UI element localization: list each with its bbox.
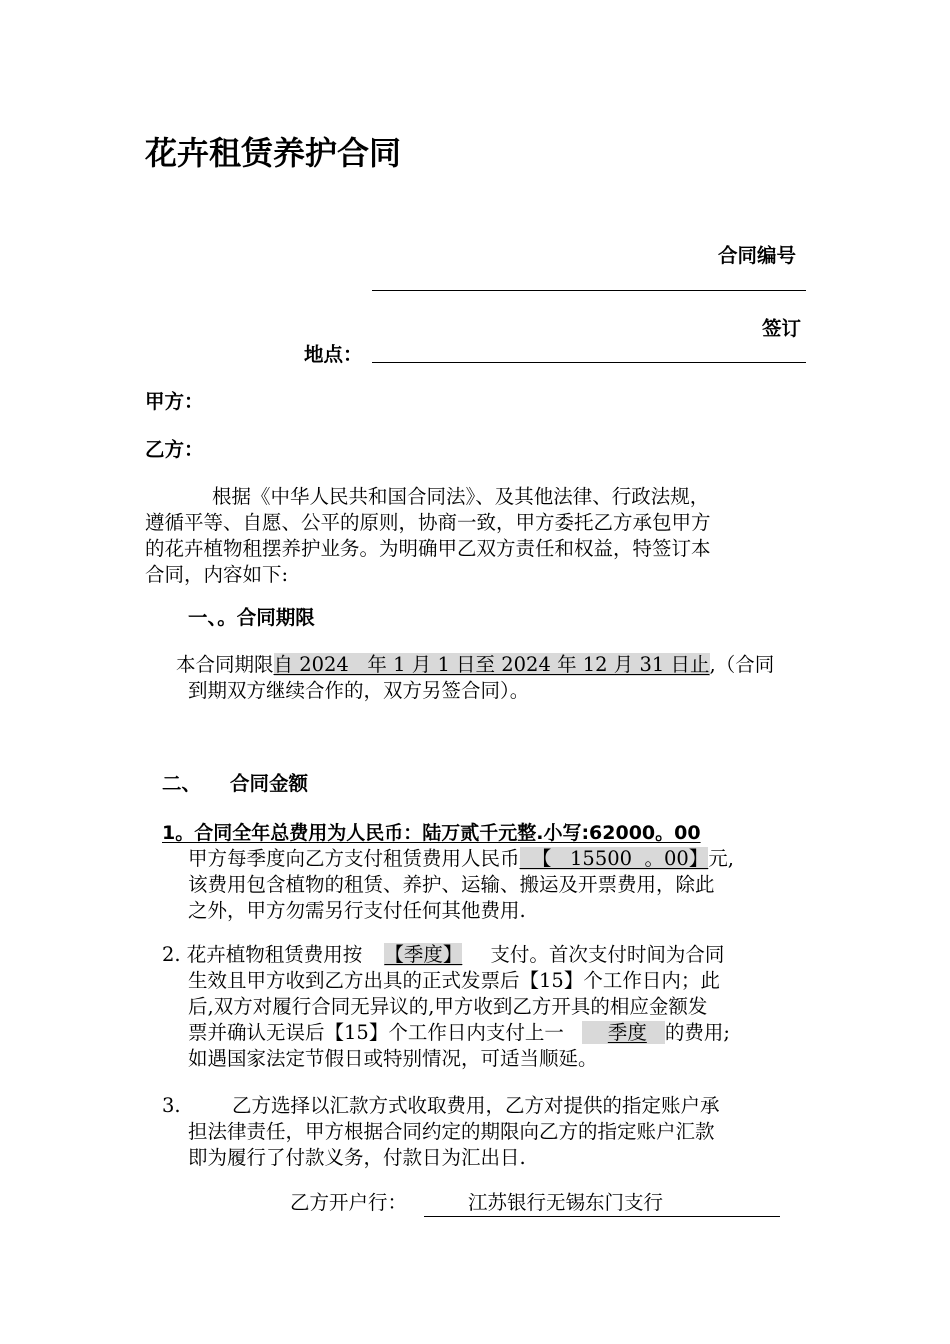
quarterly-fee-line: [188, 846, 734, 872]
item1-line-4: 之外，甲方勿需另行支付任何其他费用.: [188, 899, 526, 922]
item3-line-3: 即为履行了付款义务，付款日为汇出日.: [188, 1146, 526, 1169]
item2-line4-suffix: 的费用;: [664, 1021, 730, 1044]
quarterly-fee-amount[interactable]: 【 15500 。00】: [519, 847, 709, 870]
contract-period[interactable]: 自 2024 年 1 月 1 日至 2024 年 12 月 31 日止: [273, 653, 710, 676]
quarterly-fee-suffix: 元,: [708, 847, 734, 870]
party-b-label: 乙方：: [145, 438, 204, 461]
item2-line-1: [162, 942, 724, 968]
preamble-line-2: 遵循平等、自愿、公平的原则，协商一致，甲方委托乙方承包甲方: [145, 511, 711, 534]
document-title: 花卉租赁养护合同: [145, 134, 402, 172]
item3-num: 3.: [162, 1094, 181, 1117]
item2-line-5: 如遇国家法定节假日或特别情况，可适当顺延。: [188, 1047, 598, 1070]
section1-line-1: [176, 652, 774, 678]
previous-period[interactable]: 季度: [582, 1021, 665, 1044]
section1-heading: 一、。合同期限: [188, 606, 315, 629]
contract-no-field[interactable]: [372, 290, 806, 291]
preamble-line-3: 的花卉植物租摆养护业务。为明确甲乙双方责任和权益，特签订本: [145, 537, 711, 560]
item2-line-2: 生效且甲方收到乙方出具的正式发票后【15】个工作日内；此: [188, 969, 720, 992]
item2-line4-prefix: 票并确认无误后【15】个工作日内支付上一: [188, 1021, 564, 1044]
total-fee-line: 1。合同全年总费用为人民币：陆万贰千元整.小写:62000。00: [162, 822, 701, 844]
preamble-line-1: 根据《中华人民共和国合同法》、及其他法律、行政法规，: [212, 485, 710, 508]
section1-prefix: 本合同期限: [176, 653, 274, 676]
quarterly-fee-prefix: 甲方每季度向乙方支付租赁费用人民币: [188, 847, 520, 870]
item1-line-3: 该费用包含植物的租赁、养护、运输、搬运及开票费用，除此: [188, 873, 715, 896]
bank-value: 江苏银行无锡东门支行: [468, 1191, 664, 1214]
party-a-label: 甲方：: [145, 390, 204, 413]
sign-location-field[interactable]: [372, 362, 806, 363]
preamble-line-4: 合同，内容如下:: [145, 563, 289, 586]
item3-line-2: 担法律责任，甲方根据合同约定的期限向乙方的指定账户汇款: [188, 1120, 715, 1143]
item2-suffix: 支付。首次支付时间为合同: [490, 943, 725, 966]
section1-suffix: ,（合同: [709, 653, 775, 676]
section1-line-2: 到期双方继续合作的，双方另签合同）。: [188, 679, 530, 702]
item2-prefix: 2. 花卉植物租赁费用按: [162, 943, 363, 966]
sign-label-line1: 签订: [762, 317, 802, 340]
item3-line-1: 乙方选择以汇款方式收取费用，乙方对提供的指定账户承: [232, 1094, 720, 1117]
item2-line-3: 后,双方对履行合同无异议的,甲方收到乙方开具的相应金额发: [188, 995, 708, 1018]
sign-label-line2: 地点：: [304, 343, 363, 366]
bank-label: 乙方开户行：: [290, 1191, 408, 1214]
contract-no-label: 合同编号: [718, 244, 797, 267]
item2-line-4: [188, 1020, 730, 1046]
payment-period[interactable]: 【季度】: [384, 943, 463, 966]
section2-heading-num: 二、: [162, 772, 202, 795]
section2-heading-text: 合同金额: [230, 772, 309, 795]
bank-field[interactable]: [424, 1190, 780, 1217]
